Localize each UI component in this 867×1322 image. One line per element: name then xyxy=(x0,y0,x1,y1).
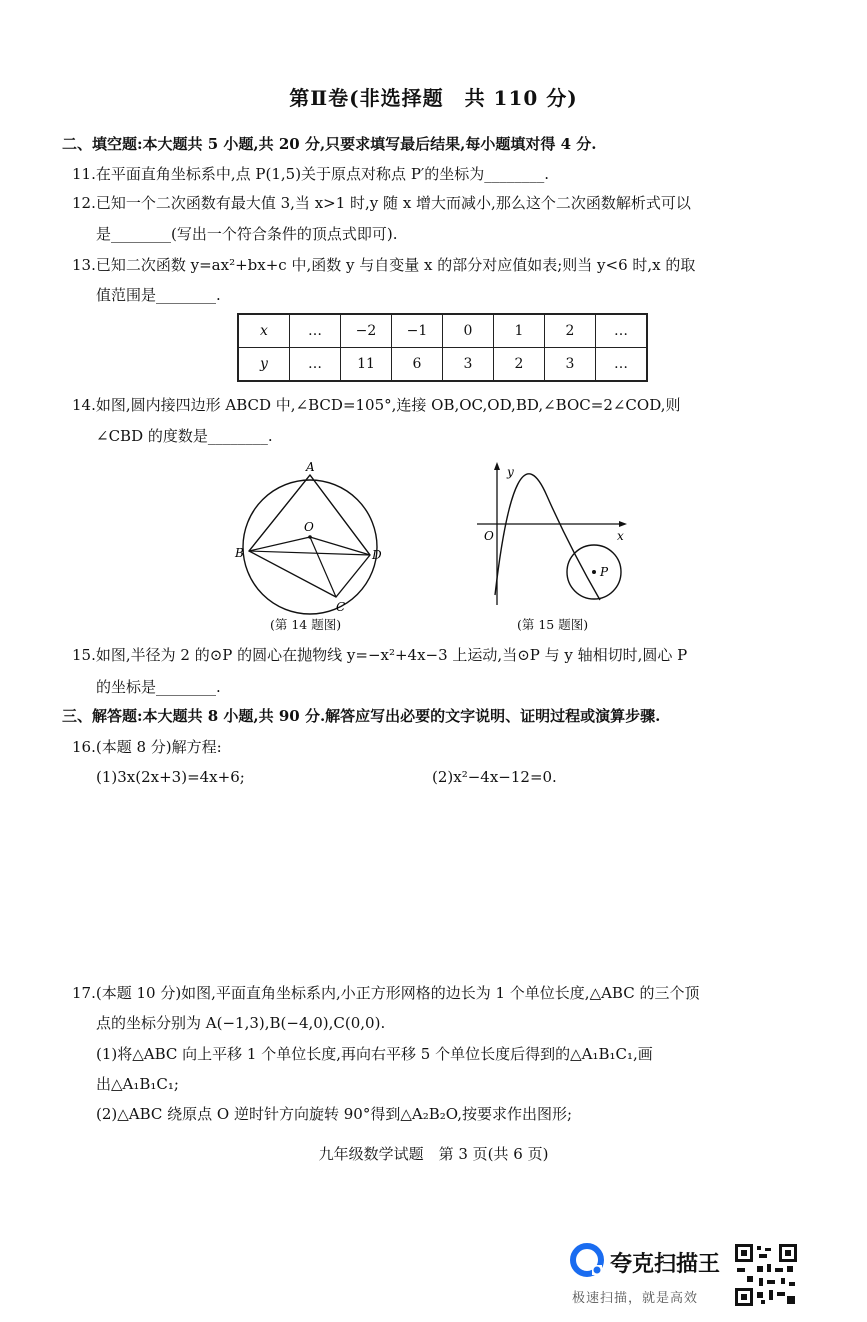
question-12-line1: 12.已知一个二次函数有最大值 3,当 x>1 时,y 随 x 增大而减小,那么这个二次函数解析式可以 xyxy=(72,194,691,212)
parabola-curve xyxy=(495,474,600,600)
label-y: y xyxy=(507,465,514,479)
scanner-logo-icon xyxy=(570,1243,604,1277)
scanner-brand: 夸克扫描王 xyxy=(610,1252,721,1277)
question-17-line1: 17.(本题 10 分)如图,平面直角坐标系内,小正方形网格的边长为 1 个单位长度,△ABC 的三个顶 xyxy=(72,984,700,1002)
question-14-line1: 14.如图,圆内接四边形 ABCD 中,∠BCD=105°,连接 OB,OC,OD,BD,∠BOC=2∠COD,则 xyxy=(72,396,681,414)
table-cell: … xyxy=(290,314,341,348)
table-cell: 1 xyxy=(494,314,545,348)
question-13-line2: 值范围是________. xyxy=(96,286,221,304)
question-17-part1-line1: (1)将△ABC 向上平移 1 个单位长度,再向右平移 5 个单位长度后得到的△A₁B₁C₁,画 xyxy=(96,1045,653,1063)
table-cell: x xyxy=(238,314,290,348)
label-p: P xyxy=(600,565,609,579)
label-d: D xyxy=(372,548,382,562)
question-17-part2: (2)△ABC 绕原点 O 逆时针方向旋转 90°得到△A₂B₂O,按要求作出图形; xyxy=(96,1105,573,1123)
table-row-y xyxy=(238,348,647,382)
table-cell: 2 xyxy=(494,348,545,382)
y-axis-arrow xyxy=(494,462,500,470)
label-x: x xyxy=(617,529,624,543)
label-o: O xyxy=(484,529,494,543)
label-c: C xyxy=(336,600,346,614)
table-row-x xyxy=(238,314,647,348)
table-cell: 0 xyxy=(443,314,494,348)
label-o: O xyxy=(304,520,314,534)
center-point xyxy=(308,535,312,539)
table-cell: … xyxy=(290,348,341,382)
table-cell: 6 xyxy=(392,348,443,382)
figure-14 xyxy=(230,455,400,615)
table-cell: … xyxy=(596,348,648,382)
question-17-part1-line2: 出△A₁B₁C₁; xyxy=(96,1075,179,1093)
section-title: 第Ⅱ卷(非选择题 共 110 分) xyxy=(289,86,578,110)
question-16-part2: (2)x²−4x−12=0. xyxy=(432,768,557,786)
circumcircle xyxy=(243,480,377,614)
question-11: 11.在平面直角坐标系中,点 P(1,5)关于原点对称点 P′的坐标为________. xyxy=(72,165,550,183)
part3-heading: 三、解答题:本大题共 8 小题,共 90 分.解答应写出必要的文字说明、证明过程或演算步骤. xyxy=(62,707,661,725)
figure-15-caption: (第 15 题图) xyxy=(517,617,589,632)
label-b: B xyxy=(235,546,244,560)
question-17-line2: 点的坐标分别为 A(−1,3),B(−4,0),C(0,0). xyxy=(96,1014,386,1032)
table-cell: 11 xyxy=(341,348,392,382)
question-16-title: 16.(本题 8 分)解方程: xyxy=(72,738,222,756)
x-axis-arrow xyxy=(619,521,627,527)
page-footer: 九年级数学试题 第 3 页(共 6 页) xyxy=(318,1145,549,1163)
table-cell: −1 xyxy=(392,314,443,348)
segment-bd xyxy=(249,551,370,555)
table-cell: −2 xyxy=(341,314,392,348)
question-13-line1: 13.已知二次函数 y=ax²+bx+c 中,函数 y 与自变量 x 的部分对应值如表;则当 y<6 时,x 的取 xyxy=(72,256,696,274)
figure-14-caption: (第 14 题图) xyxy=(270,617,342,632)
segment-od xyxy=(310,537,370,555)
question-14-line2: ∠CBD 的度数是________. xyxy=(96,427,273,445)
part2-heading: 二、填空题:本大题共 5 小题,共 20 分,只要求填写最后结果,每小题填对得 4 分. xyxy=(62,135,597,153)
value-table xyxy=(237,313,648,382)
figure-15 xyxy=(475,460,640,610)
table-cell: 2 xyxy=(545,314,596,348)
table-cell: 3 xyxy=(545,348,596,382)
table-cell: y xyxy=(238,348,290,382)
question-12-line2: 是________(写出一个符合条件的顶点式即可). xyxy=(96,225,398,243)
point-p xyxy=(592,570,596,574)
scanner-slogan: 极速扫描，就是高效 xyxy=(572,1291,699,1306)
question-15-line2: 的坐标是________. xyxy=(96,678,221,696)
segment-oc xyxy=(310,537,336,597)
qr-code-icon xyxy=(733,1242,799,1308)
question-15-line1: 15.如图,半径为 2 的⊙P 的圆心在抛物线 y=−x²+4x−3 上运动,当⊙P 与 y 轴相切时,圆心 P xyxy=(72,646,688,664)
table-cell: 3 xyxy=(443,348,494,382)
table-cell: … xyxy=(596,314,648,348)
question-16-part1: (1)3x(2x+3)=4x+6; xyxy=(96,768,245,786)
label-a: A xyxy=(306,460,315,474)
